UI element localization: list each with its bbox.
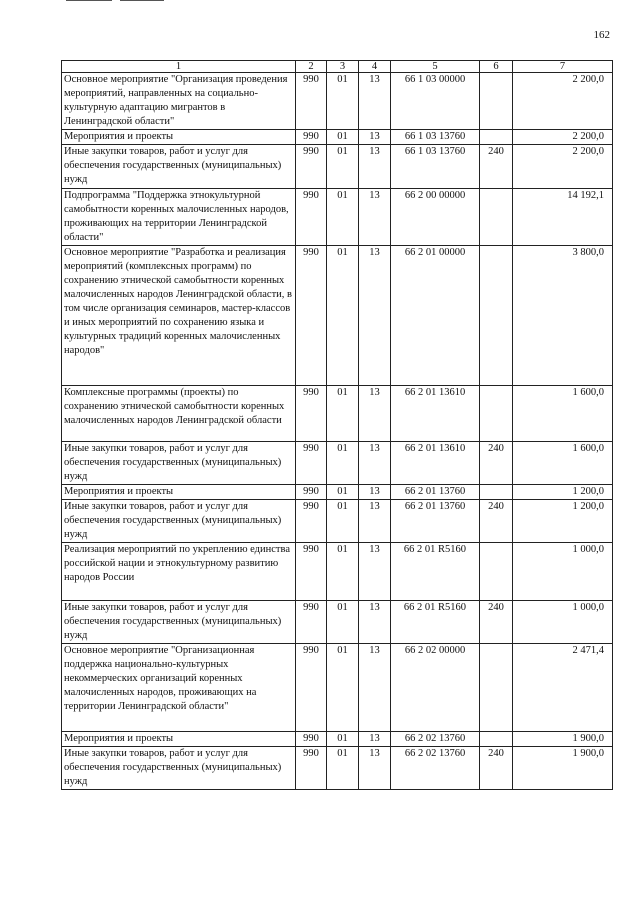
row-name-cell: Мероприятия и проекты — [62, 732, 296, 747]
header-cell: 1 — [62, 61, 296, 73]
budget-table — [61, 60, 613, 790]
subsection-cell: 13 — [359, 246, 391, 386]
target-article-cell: 66 2 02 00000 — [391, 644, 480, 732]
row-name-cell: Основное мероприятие "Организационная поддержка национально-культурных некоммерческих организаций коренных малочисленных народов, проживающих на территории Ленинградской области" — [62, 644, 296, 732]
section-cell: 01 — [327, 601, 359, 644]
target-article-cell: 66 2 01 13610 — [391, 386, 480, 442]
amount-cell: 1 900,0 — [513, 732, 613, 747]
table-row — [62, 130, 613, 145]
code-admin-cell: 990 — [296, 732, 327, 747]
table-row — [62, 145, 613, 189]
code-admin-cell: 990 — [296, 601, 327, 644]
subsection-cell: 13 — [359, 485, 391, 500]
row-name-cell: Иные закупки товаров, работ и услуг для обеспечения государственных (муниципальных) нужд — [62, 500, 296, 543]
table-row — [62, 386, 613, 442]
row-name-cell: Иные закупки товаров, работ и услуг для обеспечения государственных (муниципальных) нужд — [62, 747, 296, 790]
table-row — [62, 246, 613, 386]
row-name-cell: Комплексные программы (проекты) по сохранению этнической самобытности коренных малочисленных народов Ленинградской области — [62, 386, 296, 442]
subsection-cell: 13 — [359, 601, 391, 644]
code-admin-cell: 990 — [296, 442, 327, 485]
header-cell: 2 — [296, 61, 327, 73]
amount-cell: 2 200,0 — [513, 73, 613, 130]
expense-type-cell — [480, 73, 513, 130]
section-cell: 01 — [327, 246, 359, 386]
amount-cell: 2 471,4 — [513, 644, 613, 732]
row-name-cell: Реализация мероприятий по укреплению единства российской нации и этнокультурному развитию народов России — [62, 543, 296, 601]
amount-cell: 1 600,0 — [513, 442, 613, 485]
target-article-cell: 66 2 01 13760 — [391, 500, 480, 543]
target-article-cell: 66 2 00 00000 — [391, 189, 480, 246]
subsection-cell: 13 — [359, 732, 391, 747]
section-cell: 01 — [327, 644, 359, 732]
target-article-cell: 66 1 03 00000 — [391, 73, 480, 130]
amount-cell: 2 200,0 — [513, 130, 613, 145]
target-article-cell: 66 2 01 13610 — [391, 442, 480, 485]
code-admin-cell: 990 — [296, 189, 327, 246]
expense-type-cell — [480, 732, 513, 747]
section-cell: 01 — [327, 386, 359, 442]
table-row — [62, 644, 613, 732]
row-name-cell: Иные закупки товаров, работ и услуг для обеспечения государственных (муниципальных) нужд — [62, 442, 296, 485]
code-admin-cell: 990 — [296, 747, 327, 790]
header-cell: 5 — [391, 61, 480, 73]
amount-cell: 1 900,0 — [513, 747, 613, 790]
expense-type-cell — [480, 246, 513, 386]
subsection-cell: 13 — [359, 644, 391, 732]
table-row — [62, 543, 613, 601]
amount-cell: 1 000,0 — [513, 543, 613, 601]
code-admin-cell: 990 — [296, 145, 327, 189]
code-admin-cell: 990 — [296, 644, 327, 732]
section-cell: 01 — [327, 130, 359, 145]
subsection-cell: 13 — [359, 543, 391, 601]
table-row — [62, 73, 613, 130]
expense-type-cell — [480, 644, 513, 732]
target-article-cell: 66 2 01 R5160 — [391, 543, 480, 601]
table-row — [62, 747, 613, 790]
amount-cell: 1 200,0 — [513, 485, 613, 500]
section-cell: 01 — [327, 73, 359, 130]
code-admin-cell: 990 — [296, 386, 327, 442]
expense-type-cell — [480, 386, 513, 442]
subsection-cell: 13 — [359, 189, 391, 246]
row-name-cell: Основное мероприятие "Разработка и реализация мероприятий (комплексных программ) по сохранению этнической самобытности коренных малочисленных народов Ленинградской области, в том числе организация семинаров, мастер-классов и иных мероприятий по сохранению языка и культурных традиций коренных малочисленных народов" — [62, 246, 296, 386]
scan-edge-mark — [120, 0, 164, 1]
expense-type-cell: 240 — [480, 500, 513, 543]
table-row — [62, 500, 613, 543]
code-admin-cell: 990 — [296, 246, 327, 386]
section-cell: 01 — [327, 189, 359, 246]
expense-type-cell: 240 — [480, 747, 513, 790]
row-name-cell: Мероприятия и проекты — [62, 130, 296, 145]
header-cell: 6 — [480, 61, 513, 73]
amount-cell: 1 000,0 — [513, 601, 613, 644]
section-cell: 01 — [327, 747, 359, 790]
table-row — [62, 485, 613, 500]
row-name-cell: Иные закупки товаров, работ и услуг для обеспечения государственных (муниципальных) нужд — [62, 601, 296, 644]
row-name-cell: Подпрограмма "Поддержка этнокультурной самобытности коренных малочисленных народов, проживающих на территории Ленинградской области" — [62, 189, 296, 246]
subsection-cell: 13 — [359, 73, 391, 130]
target-article-cell: 66 2 01 13760 — [391, 485, 480, 500]
expense-type-cell: 240 — [480, 442, 513, 485]
subsection-cell: 13 — [359, 747, 391, 790]
row-name-cell: Иные закупки товаров, работ и услуг для обеспечения государственных (муниципальных) нужд — [62, 145, 296, 189]
expense-type-cell: 240 — [480, 601, 513, 644]
scan-edge-mark — [66, 0, 112, 1]
row-name-cell: Мероприятия и проекты — [62, 485, 296, 500]
table-header-row — [62, 61, 613, 73]
header-cell: 4 — [359, 61, 391, 73]
amount-cell: 1 200,0 — [513, 500, 613, 543]
target-article-cell: 66 1 03 13760 — [391, 130, 480, 145]
expense-type-cell — [480, 189, 513, 246]
amount-cell: 1 600,0 — [513, 386, 613, 442]
section-cell: 01 — [327, 543, 359, 601]
target-article-cell: 66 2 02 13760 — [391, 732, 480, 747]
subsection-cell: 13 — [359, 442, 391, 485]
table-row — [62, 442, 613, 485]
code-admin-cell: 990 — [296, 130, 327, 145]
row-name-cell: Основное мероприятие "Организация проведения мероприятий, направленных на социально-культурную адаптацию мигрантов в Ленинградской области" — [62, 73, 296, 130]
code-admin-cell: 990 — [296, 543, 327, 601]
subsection-cell: 13 — [359, 130, 391, 145]
table-row — [62, 732, 613, 747]
amount-cell: 3 800,0 — [513, 246, 613, 386]
section-cell: 01 — [327, 145, 359, 189]
code-admin-cell: 990 — [296, 485, 327, 500]
code-admin-cell: 990 — [296, 73, 327, 130]
subsection-cell: 13 — [359, 500, 391, 543]
target-article-cell: 66 2 01 R5160 — [391, 601, 480, 644]
subsection-cell: 13 — [359, 386, 391, 442]
section-cell: 01 — [327, 500, 359, 543]
amount-cell: 2 200,0 — [513, 145, 613, 189]
table-row — [62, 601, 613, 644]
code-admin-cell: 990 — [296, 500, 327, 543]
target-article-cell: 66 2 02 13760 — [391, 747, 480, 790]
header-cell: 7 — [513, 61, 613, 73]
expense-type-cell: 240 — [480, 145, 513, 189]
section-cell: 01 — [327, 732, 359, 747]
amount-cell: 14 192,1 — [513, 189, 613, 246]
page-number: 162 — [593, 29, 610, 41]
section-cell: 01 — [327, 485, 359, 500]
section-cell: 01 — [327, 442, 359, 485]
target-article-cell: 66 1 03 13760 — [391, 145, 480, 189]
header-cell: 3 — [327, 61, 359, 73]
table-row — [62, 189, 613, 246]
expense-type-cell — [480, 485, 513, 500]
expense-type-cell — [480, 130, 513, 145]
target-article-cell: 66 2 01 00000 — [391, 246, 480, 386]
expense-type-cell — [480, 543, 513, 601]
subsection-cell: 13 — [359, 145, 391, 189]
